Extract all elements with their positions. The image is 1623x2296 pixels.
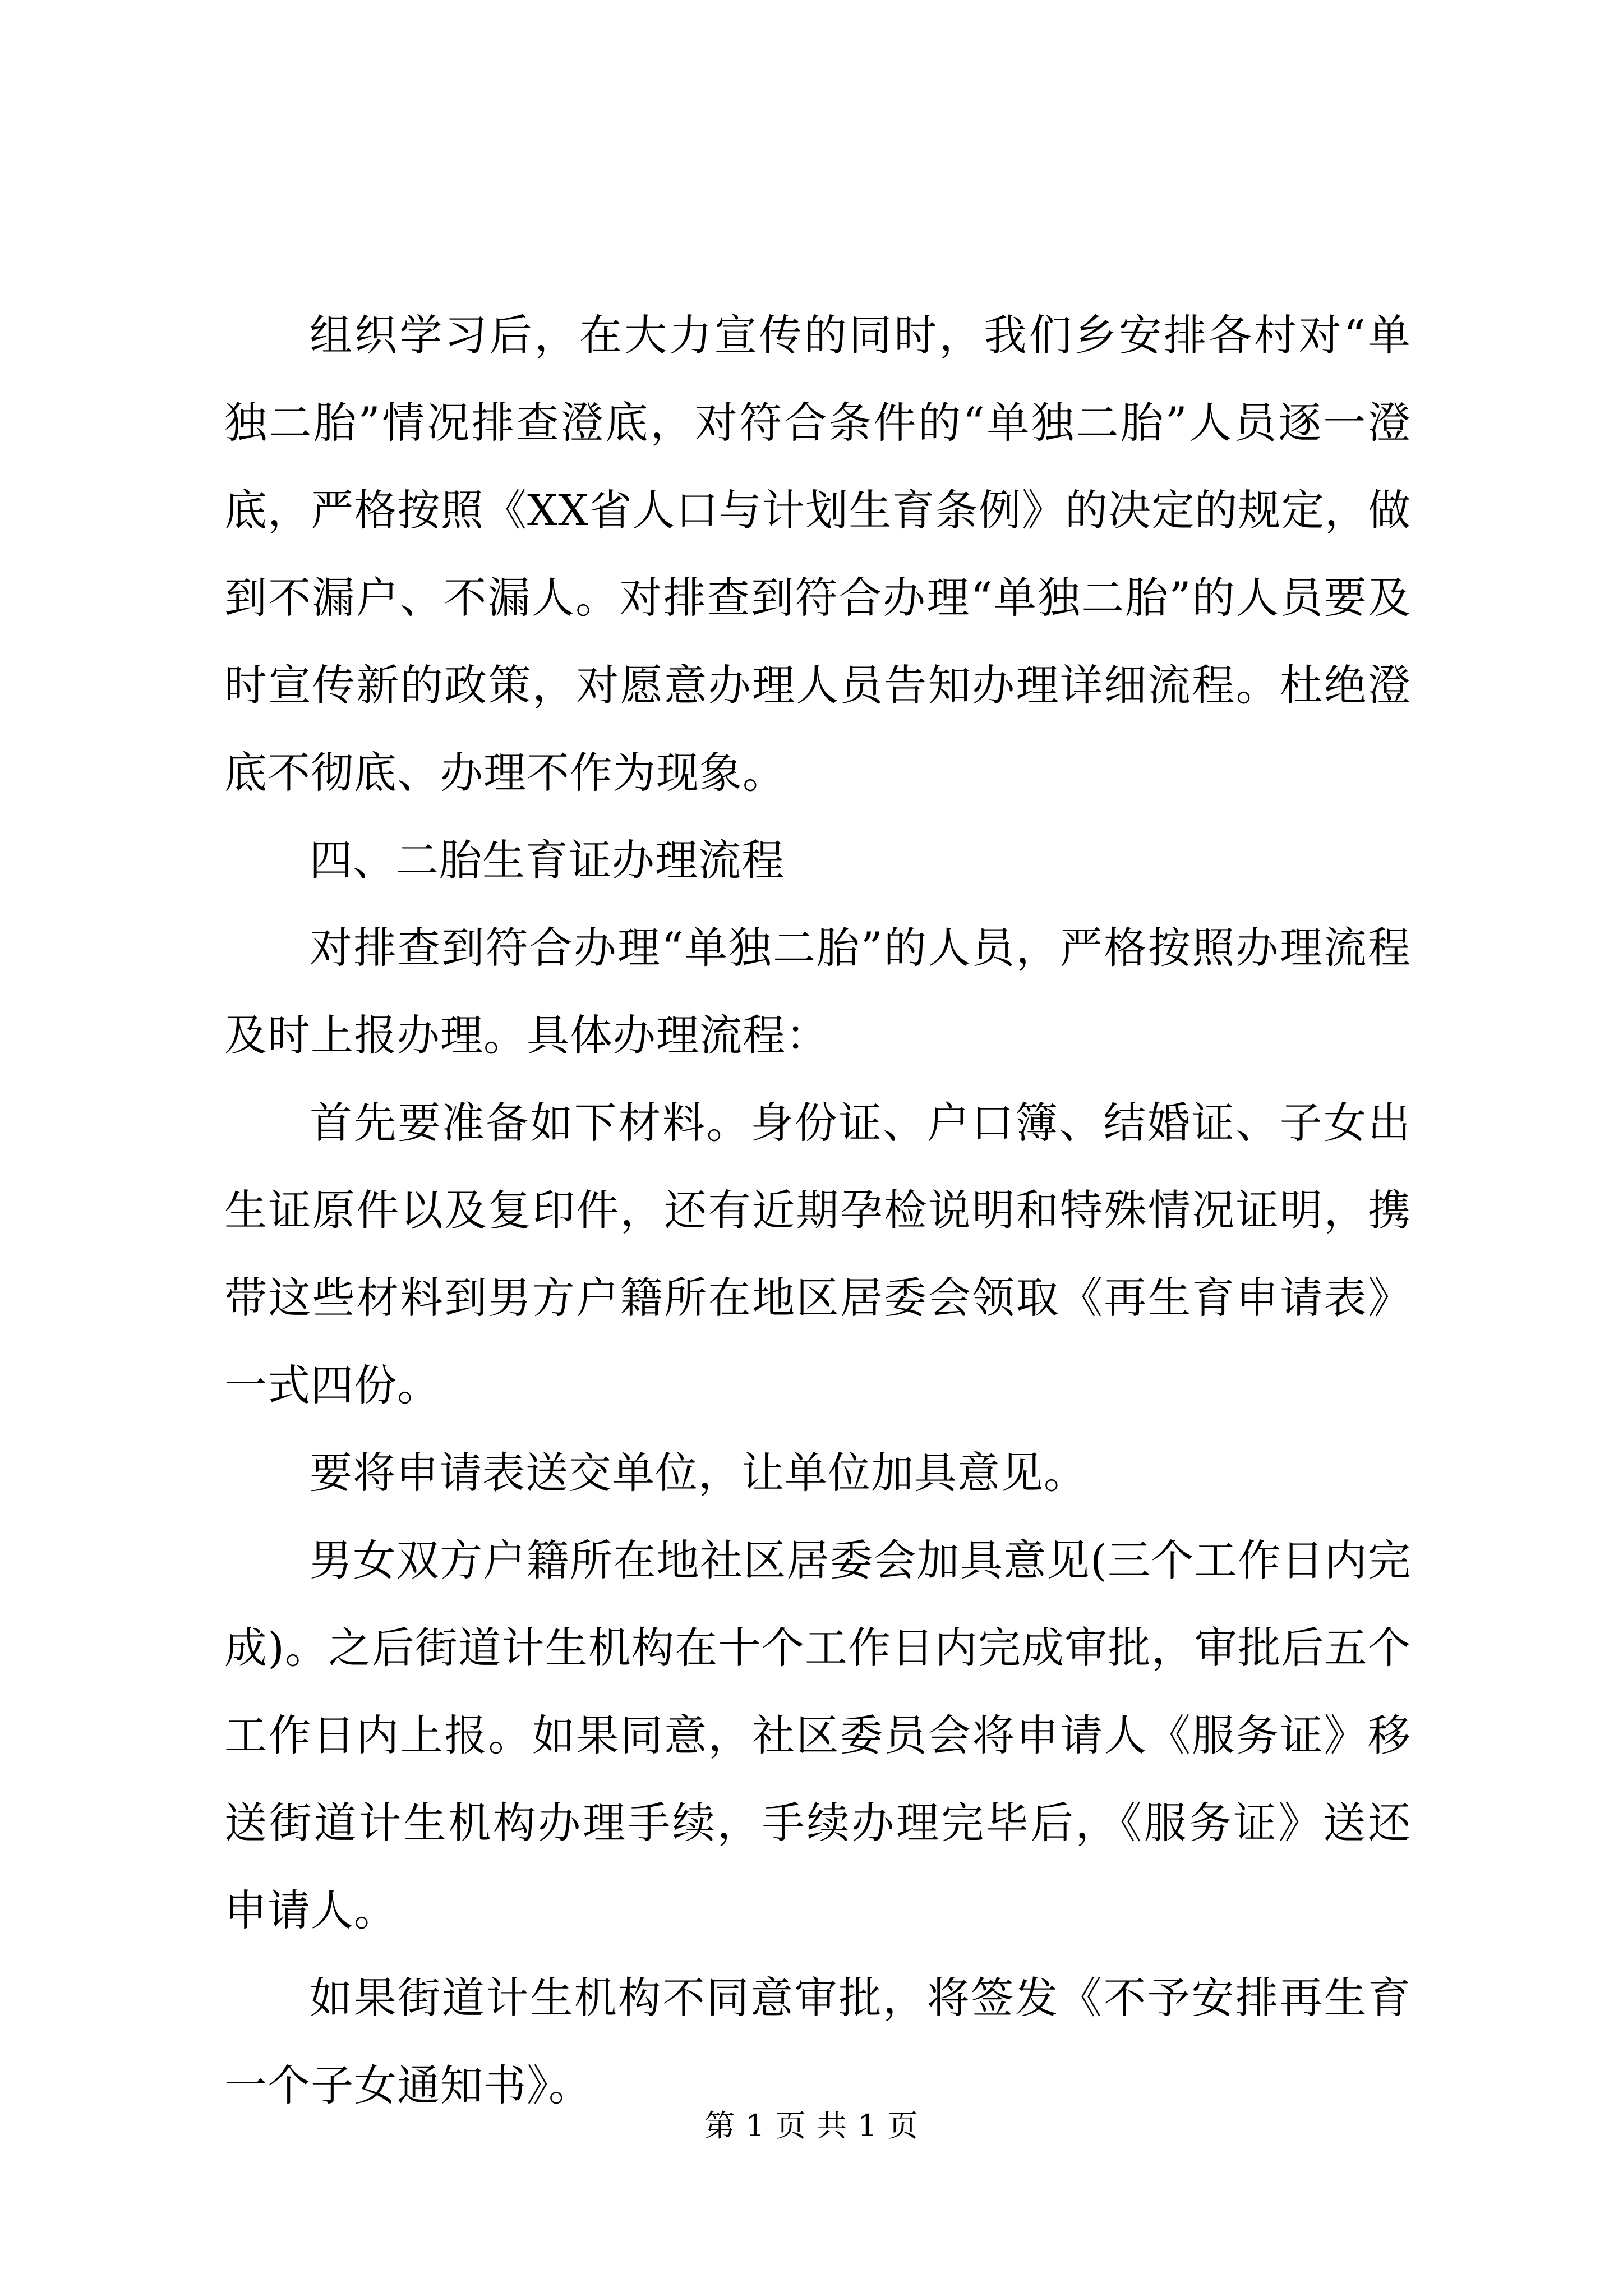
paragraph-submit-to-employer: 要将申请表送交单位，让单位加具意见。 xyxy=(310,1448,1087,1498)
paragraph-required-materials: 首先要准备如下材料。身份证、户口簿、结婚证、子女出生证原件以及复印件，还有近期孕检说明和特殊情况证明，携带这些材料到男方户籍所在地区居委会领取《再生育申请表》一式四份。 xyxy=(224,1098,1411,1410)
paragraph-organize-study: 组织学习后，在大力宣传的同时，我们乡安排各村对“单独二胎”情况排查澄底，对符合条件的“单独二胎”人员逐一澄底，严格按照《XX省人口与计划生育条例》的决定的规定，做到不漏户、不漏人。对排查到符合办理“单独二胎”的人员要及时宣传新的政策，对愿意办理人员告知办理详细流程。杜绝澄底不彻底、办理不作为现象。 xyxy=(224,310,1411,798)
document-body xyxy=(224,292,1411,2129)
paragraph-rejection-notice: 如果街道计生机构不同意审批，将签发《不予安排再生育一个子女通知书》。 xyxy=(224,1973,1411,2110)
page-number-footer: 第 1 页 共 1 页 xyxy=(704,2108,919,2143)
section-heading-procedure: 四、二胎生育证办理流程 xyxy=(310,835,785,885)
paragraph-approval-steps: 男女双方户籍所在地社区居委会加具意见(三个工作日内完成)。之后街道计生机构在十个工作日内完成审批，审批后五个工作日内上报。如果同意，社区委员会将申请人《服务证》移送街道计生机构办理手续，手续办理完毕后，《服务证》送还申请人。 xyxy=(224,1535,1411,1935)
paragraph-report-procedure: 对排查到符合办理“单独二胎”的人员，严格按照办理流程及时上报办理。具体办理流程： xyxy=(224,923,1411,1060)
